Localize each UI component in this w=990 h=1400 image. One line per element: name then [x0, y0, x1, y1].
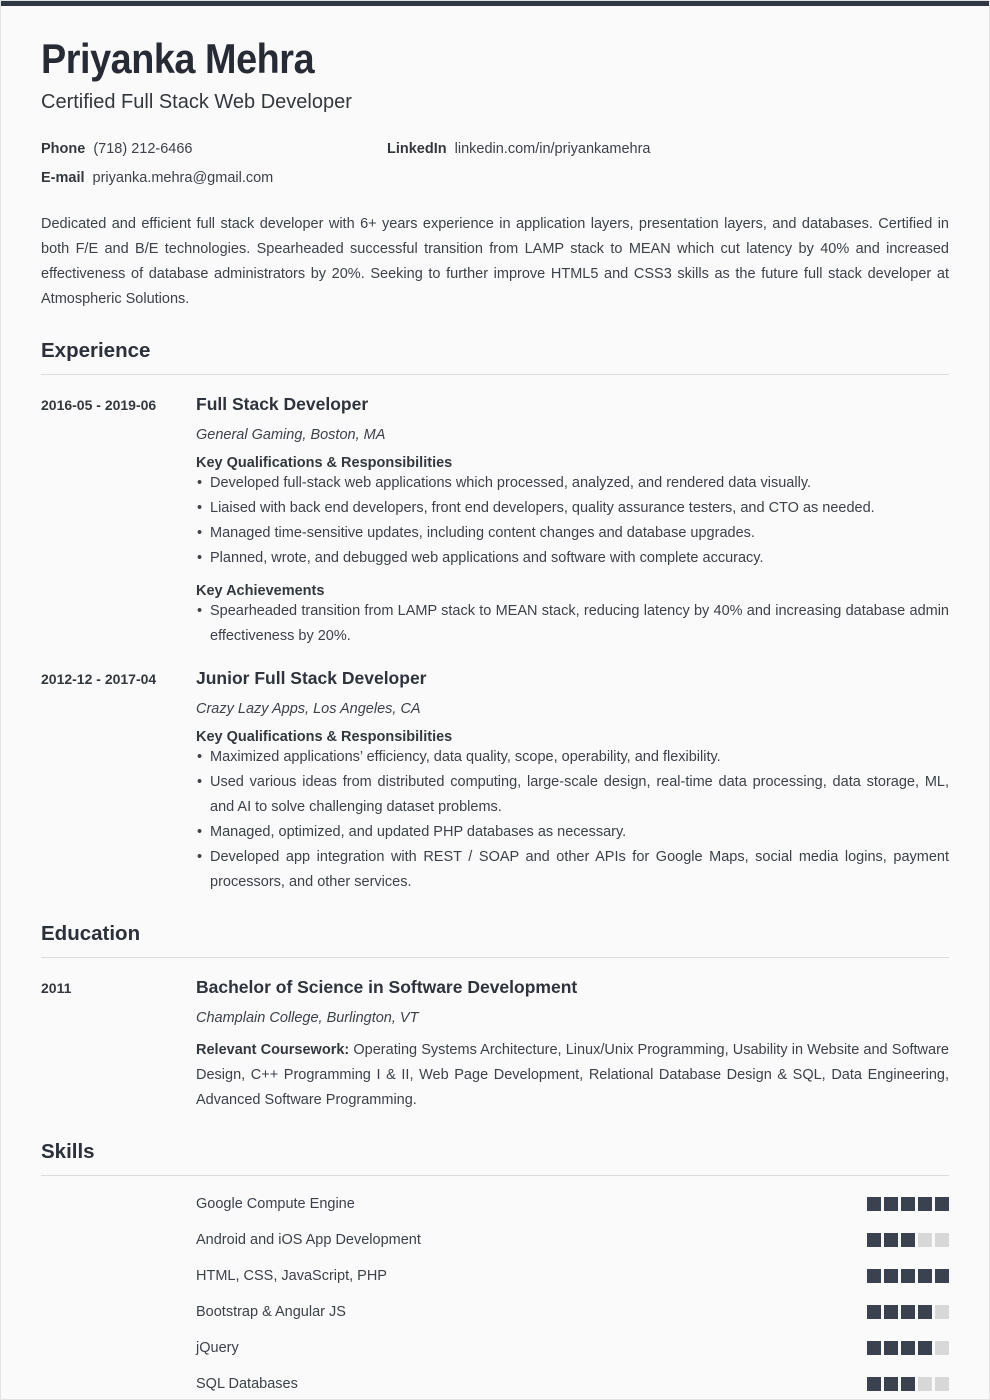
responsibility-item: • Maximized applications’ efficiency, data quality, scope, operability, and flexibility. [196, 745, 949, 770]
skill-label: Google Compute Engine [196, 1196, 355, 1212]
job-details [196, 668, 949, 895]
education-details [196, 977, 949, 1113]
job-details [196, 394, 949, 649]
skill-level-square [935, 1197, 949, 1211]
responsibility-item: • Managed time-sensitive updates, including content changes and database upgrades. [196, 521, 949, 546]
skill-level-square [867, 1233, 881, 1247]
achievements-heading: Key Achievements [196, 583, 325, 599]
achievements-list [196, 599, 949, 649]
skill-level-square [867, 1269, 881, 1283]
skill-level-square [918, 1341, 932, 1355]
experience-entry [41, 668, 949, 895]
coursework [196, 1038, 949, 1113]
job-dates: 2016-05 - 2019-06 [41, 397, 157, 413]
professional-summary: Dedicated and efficient full stack developer with 6+ years experience in application layers, presentation layers, and databases. Certified in both F/E and B/E technologies. Spearheaded successful transition from LAMP stack to MEAN which cut latency by 40% and increased effectiveness of database administrators by 20%. Seeking to further improve HTML5 and CSS3 skills as the future full stack developer at Atmospheric Solutions. [41, 216, 949, 307]
skill-level-square [884, 1305, 898, 1319]
skill-label: Android and iOS App Development [196, 1232, 421, 1248]
skill-level-square [935, 1305, 949, 1319]
skill-level-indicator [867, 1377, 949, 1391]
education-entry [41, 977, 949, 1113]
skill-level-square [901, 1341, 915, 1355]
linkedin-value: linkedin.com/in/priyankamehra [454, 141, 651, 157]
contact-info [41, 141, 949, 186]
skill-row [41, 1268, 949, 1284]
contact-linkedin [387, 141, 949, 157]
skill-level-square [918, 1305, 932, 1319]
coursework-label: Relevant Coursework: [196, 1042, 350, 1058]
skill-row [41, 1340, 949, 1356]
linkedin-label: LinkedIn [387, 141, 447, 157]
skill-level-square [901, 1377, 915, 1391]
responsibilities-heading: Key Qualifications & Responsibilities [196, 455, 453, 471]
skill-level-indicator [867, 1233, 949, 1247]
degree-title: Bachelor of Science in Software Development [196, 977, 578, 997]
responsibilities-list [196, 745, 949, 895]
skills-list [41, 1196, 949, 1392]
achievement-item: • Spearheaded transition from LAMP stack to MEAN stack, reducing latency by 40% and increasing database admin effectiveness by 20%. [196, 599, 949, 649]
skill-level-square [884, 1341, 898, 1355]
education-dates: 2011 [41, 980, 72, 996]
job-title: Junior Full Stack Developer [196, 668, 427, 688]
skill-level-square [901, 1197, 915, 1211]
skill-label: SQL Databases [196, 1376, 298, 1392]
skill-row [41, 1196, 949, 1212]
person-job-title: Certified Full Stack Web Developer [41, 91, 352, 113]
skills-section-heading: Skills [41, 1140, 949, 1176]
responsibilities-list [196, 471, 949, 571]
email-value: priyanka.mehra@gmail.com [92, 170, 274, 186]
skill-row [41, 1304, 949, 1320]
skill-level-square [867, 1377, 881, 1391]
phone-label: Phone [41, 141, 86, 157]
skill-level-square [918, 1377, 932, 1391]
skill-label: HTML, CSS, JavaScript, PHP [196, 1268, 387, 1284]
phone-value: (718) 212-6466 [93, 141, 193, 157]
top-accent-bar [1, 1, 989, 6]
skill-level-square [884, 1269, 898, 1283]
skill-level-square [901, 1233, 915, 1247]
responsibility-item: • Developed full-stack web applications which processed, analyzed, and rendered data visually. [196, 471, 949, 496]
skill-level-indicator [867, 1341, 949, 1355]
contact-email [41, 170, 387, 186]
skill-level-square [918, 1197, 932, 1211]
skill-level-square [935, 1377, 949, 1391]
email-label: E-mail [41, 170, 85, 186]
experience-entry [41, 394, 949, 649]
job-title: Full Stack Developer [196, 394, 369, 414]
resume-header [41, 1, 949, 186]
job-dates: 2012-12 - 2017-04 [41, 671, 157, 687]
skill-level-square [867, 1305, 881, 1319]
skill-level-square [867, 1197, 881, 1211]
skill-level-indicator [867, 1197, 949, 1211]
responsibility-item: • Managed, optimized, and updated PHP databases as necessary. [196, 820, 949, 845]
education-section-heading: Education [41, 922, 949, 958]
skill-row [41, 1376, 949, 1392]
skill-level-square [918, 1269, 932, 1283]
skill-level-square [935, 1269, 949, 1283]
skill-label: jQuery [196, 1340, 239, 1356]
skill-level-square [901, 1305, 915, 1319]
person-name: Priyanka Mehra [41, 35, 315, 82]
responsibility-item: • Used various ideas from distributed computing, large-scale design, real-time data processing, data storage, ML, and AI to solve challenging dataset problems. [196, 770, 949, 820]
skill-level-square [884, 1377, 898, 1391]
skill-level-square [918, 1233, 932, 1247]
experience-section-heading: Experience [41, 339, 949, 375]
responsibility-item: • Planned, wrote, and debugged web applications and software with complete accuracy. [196, 546, 949, 571]
skill-level-square [884, 1233, 898, 1247]
school-name: Champlain College, Burlington, VT [196, 1010, 419, 1026]
responsibilities-heading: Key Qualifications & Responsibilities [196, 729, 453, 745]
skill-level-indicator [867, 1305, 949, 1319]
responsibility-item: • Developed app integration with REST / SOAP and other APIs for Google Maps, social media logins, payment processors, and other services. [196, 845, 949, 895]
contact-phone [41, 141, 387, 157]
skill-label: Bootstrap & Angular JS [196, 1304, 346, 1320]
skill-level-square [884, 1197, 898, 1211]
skill-level-square [901, 1269, 915, 1283]
responsibility-item: • Liaised with back end developers, front end developers, quality assurance testers, and CTO as needed. [196, 496, 949, 521]
skill-level-indicator [867, 1269, 949, 1283]
skill-row [41, 1232, 949, 1248]
skill-level-square [935, 1341, 949, 1355]
coursework-text: Operating Systems Architecture, Linux/Unix Programming, Usability in Website and Software Design, C++ Programming I & II, Web Page Development, Relational Database Design & SQL, Data Engineering, Advanced Software Programming. [196, 1042, 949, 1108]
job-company: General Gaming, Boston, MA [196, 427, 386, 443]
skill-level-square [867, 1341, 881, 1355]
skill-level-square [935, 1233, 949, 1247]
job-company: Crazy Lazy Apps, Los Angeles, CA [196, 701, 421, 717]
